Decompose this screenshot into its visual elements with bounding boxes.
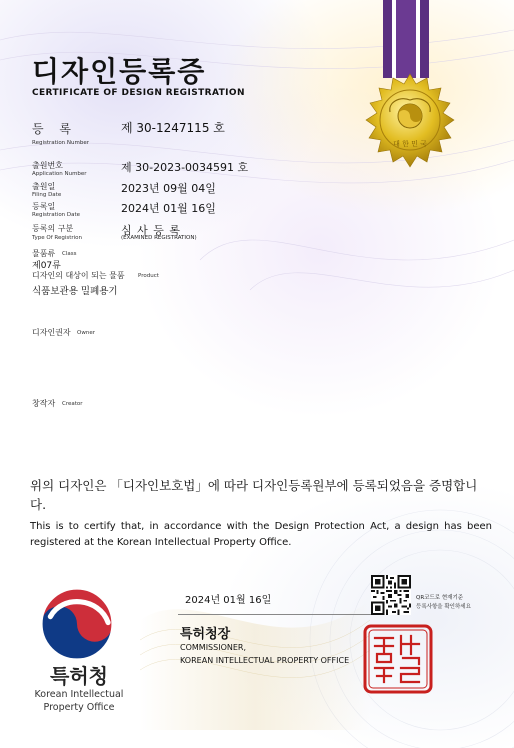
creator-label-english: Creator <box>62 401 83 407</box>
registration-label: 등 록 <box>32 122 77 136</box>
owner-label: 디자인권자 <box>32 328 71 337</box>
filing-date: 2023년 09월 04일 <box>121 182 216 195</box>
registration-date-label: 등록일 <box>32 202 56 211</box>
application-label-english: Application Number <box>32 171 87 177</box>
product-value: 식품보관용 밀폐용기 <box>32 286 118 297</box>
kipo-logo <box>18 572 140 722</box>
commissioner-line1: COMMISSIONER, <box>180 643 246 652</box>
registration-date-label-english: Registration Date <box>32 212 81 218</box>
registration-date: 2024년 01월 16일 <box>121 202 216 215</box>
creator-label: 창작자 <box>32 399 56 408</box>
qr-note <box>416 594 471 612</box>
commissioner-line2: KOREAN INTELLECTUAL PROPERTY OFFICE <box>180 656 350 665</box>
product-label-english: Product <box>138 273 159 279</box>
qr-note-line2: 등록사항을 확인하세요 <box>416 604 471 610</box>
class-value: 제07류 <box>32 261 61 271</box>
qr-note-line1: QR코드로 현재기준 <box>416 595 464 601</box>
registration-type-english: (EXAMINED REGISTRATION) <box>121 235 197 241</box>
class-label: 물품류 <box>32 249 56 258</box>
registration-number: 제 30-1247115 호 <box>121 121 225 135</box>
application-label: 출원번호 <box>32 161 63 170</box>
commissioner-red-seal <box>363 624 433 694</box>
signature-divider <box>178 614 382 615</box>
filing-date-label-english: Filing Date <box>32 192 62 198</box>
gold-national-seal <box>360 72 460 172</box>
kipo-name-english-line1: Korean Intellectual <box>34 689 124 700</box>
owner-label-english: Owner <box>77 330 95 336</box>
registration-type-label-english: Type Of Registrion <box>32 235 83 241</box>
filing-date-label: 출원일 <box>32 182 56 191</box>
product-label: 디자인의 대상이 되는 물품 <box>32 271 125 280</box>
statement-korean: 위의 디자인은 「디자인보호법」에 따라 디자인등록원부에 등록되었음을 증명합니다. <box>30 478 478 512</box>
application-number: 제 30-2023-0034591 호 <box>121 161 249 174</box>
purple-ribbon <box>383 0 429 78</box>
statement-english: This is to certify that, in accordance with the Design Protection Act, a design has been registered at the Korean Intellectual Property Office. <box>30 521 492 548</box>
commissioner-title: 특허청장 <box>180 627 231 642</box>
class-label-english: Class <box>62 251 77 257</box>
taegeuk-icon <box>40 587 114 661</box>
kipo-name-korean: 특허청 <box>50 664 108 688</box>
registration-type: 심 사 등 록 <box>121 224 181 237</box>
decorative-wave <box>140 560 370 730</box>
kipo-name-english-line2: Property Office <box>43 702 115 713</box>
registration-type-label: 등록의 구분 <box>32 224 74 233</box>
registration-label-english: Registration Number <box>32 140 90 146</box>
certificate-title-english: CERTIFICATE OF DESIGN REGISTRATION <box>32 88 245 98</box>
qr-code-icon[interactable] <box>371 575 411 615</box>
certificate-title: 디자인등록증 <box>32 55 207 88</box>
issue-date: 2024년 01월 16일 <box>185 595 272 606</box>
gold-seal-text: 대 한 민 국 <box>393 140 427 148</box>
